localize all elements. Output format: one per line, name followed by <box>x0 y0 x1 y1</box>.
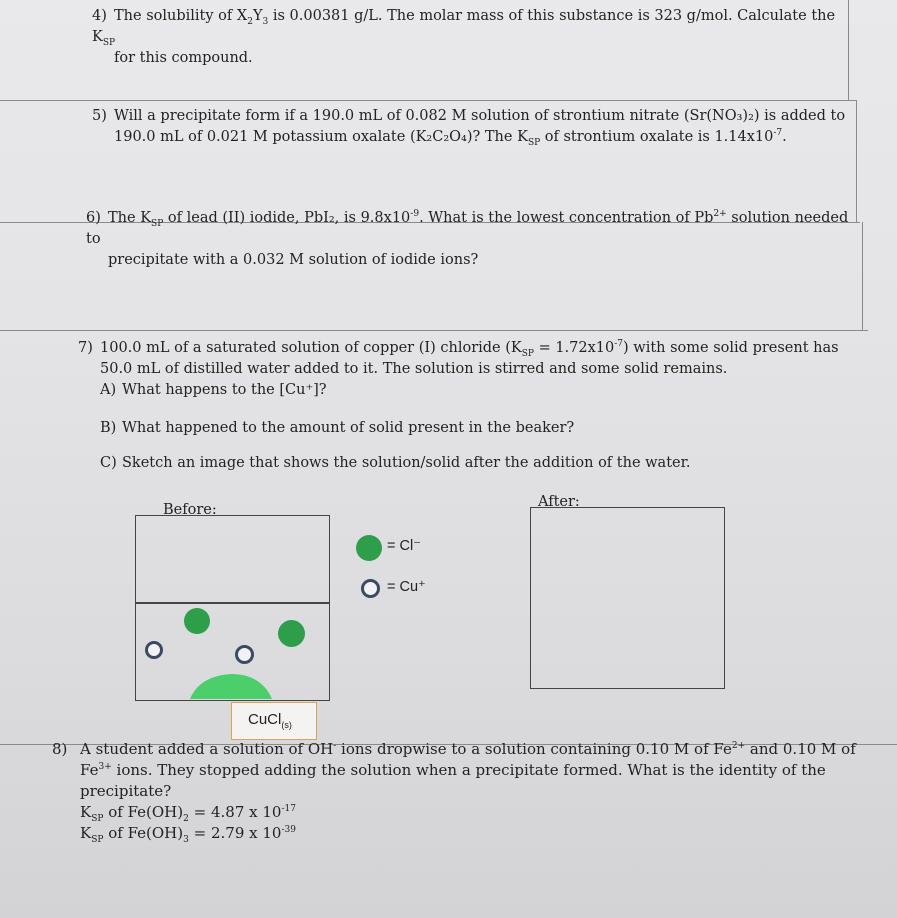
question-7-part-b: B) What happened to the amount of solid present in the beaker? <box>100 420 575 436</box>
question-4: 4) The solubility of $X_2Y_3$ is 0.00381 g/L. The molar mass of this substance is 323 g/mol. Calculate the $K_{SP}$ for this compound. <box>92 8 836 66</box>
after-label: After: <box>538 494 580 510</box>
chloride-legend-label: = Cl⁻ <box>387 538 421 554</box>
chloride-ion <box>278 620 305 647</box>
solid-label: CuCl$_{(s)}$ <box>248 711 292 730</box>
question-7: 7) 100.0 mL of a saturated solution of copper (I) chloride $(K_{SP} = 1.72x10^{-7})$ with some solid present has 50.0 mL of distilled water added to it. The solution is stirred and some solid remains. A) What happens to the [Cu⁺]? <box>78 339 839 398</box>
ksp-fe-oh-2: $K_{SP}$ of $Fe(OH)_2 = 4.87$ x $10^{-17}$ <box>80 803 296 824</box>
ksp-fe-oh-3: $K_{SP}$ of $Fe(OH)_3 = 2.79$ x $10^{-39}$ <box>80 824 296 845</box>
question-6: 6) The $K_{SP}$ of lead (II) iodide, PbI₂, is $9.8x10^{-9}$. What is the lowest concentration of $Pb^{2+}$ solution needed to precipitate with a 0.032 M solution of iodide ions? <box>86 209 849 268</box>
copper-ion <box>145 641 163 659</box>
after-beaker <box>530 507 725 689</box>
chloride-legend-icon <box>356 535 382 561</box>
divider-q6-q7 <box>0 330 868 331</box>
question-5: 5) Will a precipitate form if a 190.0 mL of 0.082 M solution of strontium nitrate (Sr(NO₃)₂) is added to 190.0 mL of 0.021 M potassium oxalate (K₂C₂O₄)? The $K_{SP}$ of strontium oxalate is $1.14x10^{-7}$. <box>92 108 846 148</box>
copper-legend-icon <box>361 579 380 598</box>
copper-legend-label: = Cu⁺ <box>387 579 426 595</box>
liquid-level-line <box>136 602 329 604</box>
divider-q4-q5 <box>0 100 857 101</box>
chloride-ion <box>184 608 210 634</box>
question-7-part-c: C) Sketch an image that shows the solution/solid after the addition of the water. <box>100 455 691 471</box>
before-label: Before: <box>163 502 217 518</box>
solid-precipitate <box>188 670 274 700</box>
copper-ion <box>235 645 254 664</box>
question-8: 8) A student added a solution of OH- ions dropwise to a solution containing 0.10 M of $Fe^{2+}$ and 0.10 M of $Fe^{3+}$ ions. They stopped adding the solution when a precipitate formed. What is the identity of the precipitate? $K_{SP}$ of $Fe(OH)_2 = 4.87$ x $10^{-17}$ $K_{SP}$ of $Fe(OH)_3 = 2.79$ x $10^{-39}$ <box>52 739 892 844</box>
